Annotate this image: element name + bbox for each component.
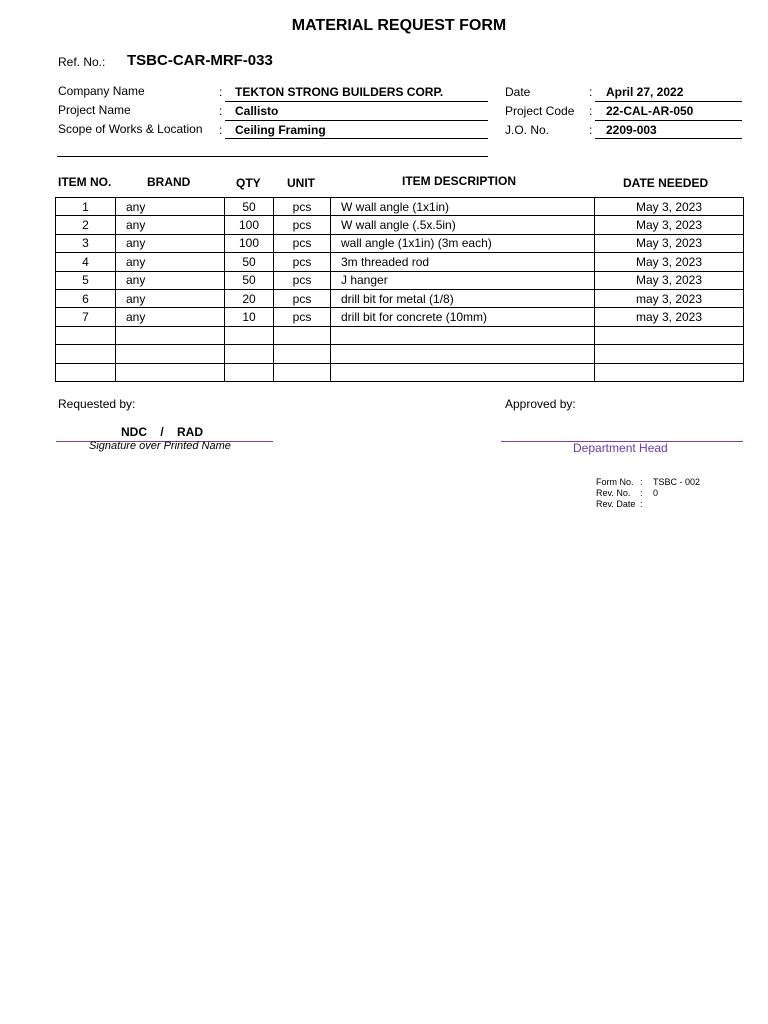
description-cell: drill bit for concrete (10mm) — [331, 308, 595, 326]
company-name-colon: : — [219, 85, 223, 99]
date-needed-cell: May 3, 2023 — [595, 216, 744, 234]
requested-signature-caption: Signature over Printed Name — [89, 440, 231, 452]
table-row — [56, 198, 744, 216]
unit-cell: pcs — [274, 271, 331, 289]
item-no-cell: 3 — [56, 234, 116, 252]
date-needed-cell: May 3, 2023 — [595, 234, 744, 252]
qty-cell — [225, 345, 274, 363]
brand-cell — [116, 363, 225, 381]
table-row — [56, 345, 744, 363]
description-cell — [331, 326, 595, 344]
date-value: April 27, 2022 — [606, 85, 684, 99]
date-label: Date — [505, 85, 531, 99]
col-header-description: ITEM DESCRIPTION — [402, 174, 517, 188]
col-header-brand: BRAND — [147, 175, 191, 189]
project-code-colon: : — [589, 104, 593, 118]
company-name-value: TEKTON STRONG BUILDERS CORP. — [235, 85, 444, 99]
table-row — [56, 289, 744, 307]
item-no-cell: 2 — [56, 216, 116, 234]
rev-date-label: Rev. Date — [596, 499, 636, 509]
description-cell: 3m threaded rod — [331, 253, 595, 271]
form-title: MATERIAL REQUEST FORM — [291, 17, 507, 34]
date-needed-cell: May 3, 2023 — [595, 271, 744, 289]
table-row — [56, 216, 744, 234]
date-needed-cell — [595, 363, 744, 381]
qty-cell: 50 — [225, 271, 274, 289]
table-row — [56, 234, 744, 252]
unit-cell — [274, 345, 331, 363]
unit-cell: pcs — [274, 308, 331, 326]
jo-no-label: J.O. No. — [505, 123, 550, 137]
scope-value: Ceiling Framing — [235, 123, 326, 137]
project-name-value: Callisto — [235, 104, 279, 118]
rev-date-colon: : — [640, 499, 643, 509]
company-name-underline — [225, 100, 488, 102]
jo-no-underline — [595, 137, 742, 139]
description-cell: wall angle (1x1in) (3m each) — [331, 234, 595, 252]
project-name-colon: : — [219, 104, 223, 118]
col-header-qty: QTY — [236, 176, 261, 190]
date-needed-cell: may 3, 2023 — [595, 308, 744, 326]
qty-cell: 50 — [225, 198, 274, 216]
brand-cell: any — [116, 216, 225, 234]
date-colon: : — [589, 85, 593, 99]
item-no-cell — [56, 363, 116, 381]
table-row — [56, 363, 744, 381]
brand-cell — [116, 326, 225, 344]
unit-cell: pcs — [274, 289, 331, 307]
qty-cell: 20 — [225, 289, 274, 307]
item-no-cell — [56, 345, 116, 363]
items-table — [55, 197, 744, 382]
qty-cell: 100 — [225, 216, 274, 234]
brand-cell: any — [116, 308, 225, 326]
table-row — [56, 308, 744, 326]
item-no-cell: 1 — [56, 198, 116, 216]
ref-no-value: TSBC-CAR-MRF-033 — [127, 52, 273, 69]
rev-no-label: Rev. No. — [596, 488, 631, 498]
form-no-label: Form No. — [596, 477, 634, 487]
form-no-colon: : — [640, 477, 643, 487]
rev-no-value: 0 — [653, 488, 659, 498]
scope-underline — [225, 137, 488, 139]
unit-cell — [274, 326, 331, 344]
item-no-cell: 4 — [56, 253, 116, 271]
qty-cell: 100 — [225, 234, 274, 252]
date-needed-cell: may 3, 2023 — [595, 289, 744, 307]
qty-cell: 10 — [225, 308, 274, 326]
jo-no-value: 2209-003 — [606, 123, 657, 137]
col-header-date-needed: DATE NEEDED — [623, 176, 709, 190]
department-head-caption: Department Head — [573, 441, 668, 455]
item-no-cell: 7 — [56, 308, 116, 326]
date-needed-cell: May 3, 2023 — [595, 198, 744, 216]
date-underline — [595, 100, 742, 102]
brand-cell: any — [116, 253, 225, 271]
approved-by-label: Approved by: — [505, 397, 576, 411]
requested-by-name: NDC / RAD — [121, 425, 204, 439]
ref-no-label: Ref. No.: — [58, 55, 106, 69]
requested-by-label: Requested by: — [58, 397, 136, 411]
item-no-cell: 5 — [56, 271, 116, 289]
brand-cell: any — [116, 289, 225, 307]
blank-underline — [57, 155, 488, 157]
qty-cell — [225, 363, 274, 381]
brand-cell: any — [116, 234, 225, 252]
table-row — [56, 253, 744, 271]
col-header-item-no: ITEM NO. — [58, 175, 112, 189]
description-cell: drill bit for metal (1/8) — [331, 289, 595, 307]
project-name-label: Project Name — [58, 103, 131, 117]
unit-cell: pcs — [274, 234, 331, 252]
date-needed-cell — [595, 326, 744, 344]
description-cell — [331, 345, 595, 363]
date-needed-cell: May 3, 2023 — [595, 253, 744, 271]
table-row — [56, 271, 744, 289]
brand-cell: any — [116, 271, 225, 289]
scope-colon: : — [219, 123, 223, 137]
unit-cell: pcs — [274, 253, 331, 271]
project-name-underline — [225, 119, 488, 121]
item-no-cell — [56, 326, 116, 344]
qty-cell: 50 — [225, 253, 274, 271]
jo-no-colon: : — [589, 123, 593, 137]
company-name-label: Company Name — [58, 84, 145, 98]
unit-cell — [274, 363, 331, 381]
unit-cell: pcs — [274, 216, 331, 234]
brand-cell: any — [116, 198, 225, 216]
item-no-cell: 6 — [56, 289, 116, 307]
form-no-value: TSBC - 002 — [653, 477, 701, 487]
table-row — [56, 326, 744, 344]
qty-cell — [225, 326, 274, 344]
items-table-body — [56, 198, 744, 382]
project-code-label: Project Code — [505, 104, 575, 118]
description-cell: J hanger — [331, 271, 595, 289]
brand-cell — [116, 345, 225, 363]
description-cell: W wall angle (1x1in) — [331, 198, 595, 216]
project-code-underline — [595, 119, 742, 121]
date-needed-cell — [595, 345, 744, 363]
description-cell — [331, 363, 595, 381]
description-cell: W wall angle (.5x.5in) — [331, 216, 595, 234]
col-header-unit: UNIT — [287, 176, 315, 190]
scope-label: Scope of Works & Location — [58, 122, 203, 136]
unit-cell: pcs — [274, 198, 331, 216]
rev-no-colon: : — [640, 488, 643, 498]
project-code-value: 22-CAL-AR-050 — [606, 104, 694, 118]
